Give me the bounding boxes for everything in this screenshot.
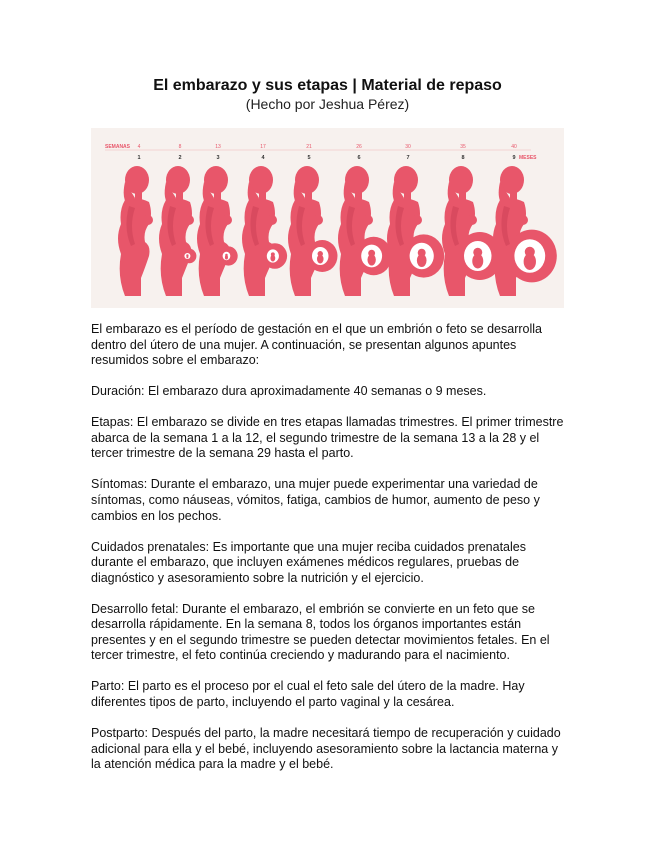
month-label: 1 bbox=[137, 155, 141, 161]
fetus-body-shape bbox=[367, 254, 375, 265]
month-label: 7 bbox=[406, 155, 410, 161]
chest-shape bbox=[267, 215, 277, 225]
week-label: 35 bbox=[460, 144, 466, 150]
body-paragraph: Parto: El parto es el proceso por el cual el feto sale del útero de la madre. Hay diferentes tipos de parto, incluyendo el parto vaginal y la cesárea. bbox=[91, 679, 525, 710]
month-label: 8 bbox=[461, 155, 465, 161]
pregnancy-silhouette-month bbox=[387, 166, 444, 296]
fetus-body-shape bbox=[186, 255, 188, 258]
fetus-body-shape bbox=[524, 253, 536, 270]
pregnancy-stages-illustration bbox=[91, 128, 564, 308]
week-label: 21 bbox=[306, 144, 312, 150]
fetus-body-shape bbox=[417, 254, 427, 267]
pregnancy-silhouette-month bbox=[288, 166, 338, 296]
body-paragraph: Postparto: Después del parto, la madre necesitará tiempo de recuperación y cuidado adicional para ella y el bebé, incluyendo asesoramiento sobre la lactancia materna y la atención médica para la madre y el bebé. bbox=[91, 726, 561, 772]
month-label: 9 bbox=[512, 155, 516, 161]
body-paragraph: Desarrollo fetal: Durante el embarazo, el embrión se convierte en un feto que se desarrolla rápidamente. En la semana 8, todos los órganos importantes están presentes y en el segundo trimestre se pueden detectar movimientos fetales. En el tercer trimestre, el feto continúa creciendo y madurando para el nacimiento. bbox=[91, 601, 550, 663]
month-label: 2 bbox=[178, 155, 182, 161]
body-paragraph: Etapas: El embarazo se divide en tres etapas llamadas trimestres. El primer trimestre abarca de la semana 1 a la 12, el segundo trimestre de la semana 13 a la 28 y el tercer trimestre de la semana 29 hasta el parto. bbox=[91, 415, 564, 461]
pregnancy-silhouette-month bbox=[442, 166, 503, 296]
fetus-body-shape bbox=[270, 255, 275, 262]
chest-shape bbox=[184, 215, 194, 225]
chest-shape bbox=[467, 215, 477, 225]
week-label: 17 bbox=[260, 144, 266, 150]
chest-shape bbox=[363, 215, 373, 225]
document-subtitle: (Hecho por Jeshua Pérez) bbox=[245, 96, 410, 112]
pregnancy-stages-svg bbox=[91, 128, 564, 308]
month-label: 6 bbox=[357, 155, 361, 161]
chest-shape bbox=[143, 215, 153, 225]
weeks-header-label: SEMANAS bbox=[105, 144, 131, 150]
month-label: 5 bbox=[307, 155, 311, 161]
fetus-body-shape bbox=[317, 255, 324, 264]
chest-shape bbox=[222, 215, 232, 225]
month-label: 3 bbox=[216, 155, 220, 161]
months-header-label: MESES bbox=[519, 155, 537, 161]
week-label: 30 bbox=[405, 144, 411, 150]
pregnancy-silhouette-month bbox=[242, 166, 287, 296]
pregnancy-silhouette-month bbox=[338, 166, 392, 296]
chest-shape bbox=[313, 215, 323, 225]
body-shape bbox=[159, 198, 192, 296]
week-label: 8 bbox=[178, 144, 182, 150]
pregnancy-silhouette-month bbox=[197, 166, 238, 296]
chest-shape bbox=[412, 215, 422, 225]
body-paragraph: El embarazo es el período de gestación en el que un embrión o feto se desarrolla dentro del útero de una mujer. A continuación, se presentan algunos apuntes resumidos sobre el embarazo: bbox=[91, 322, 542, 368]
body-paragraph: Cuidados prenatales: Es importante que una mujer reciba cuidados prenatales durante el embarazo, que incluyen exámenes médicos regulares, pruebas de diagnóstico y asesoramiento sobre la nutrición y el ejercicio. bbox=[91, 539, 526, 585]
body-paragraph: Duración: El embarazo dura aproximadamente 40 semanas o 9 meses. bbox=[91, 384, 487, 399]
month-label: 4 bbox=[261, 155, 265, 161]
chest-shape bbox=[518, 215, 528, 225]
document-title: El embarazo y sus etapas | Material de repaso bbox=[153, 77, 502, 94]
fetus-body-shape bbox=[472, 254, 483, 269]
week-label: 4 bbox=[137, 144, 141, 150]
pregnancy-silhouette-month bbox=[493, 166, 557, 296]
fetus-body-shape bbox=[225, 255, 228, 259]
body-paragraph: Síntomas: Durante el embarazo, una mujer puede experimentar una variedad de síntomas, como náuseas, vómitos, fatiga, cambios de humor, aumento de peso y cambios en los pechos. bbox=[91, 477, 540, 523]
week-label: 13 bbox=[215, 144, 221, 150]
document-body bbox=[91, 322, 569, 788]
week-label: 26 bbox=[356, 144, 362, 150]
body-shape bbox=[118, 198, 151, 296]
pregnancy-silhouette-month bbox=[159, 166, 196, 296]
week-label: 40 bbox=[511, 144, 517, 150]
pregnancy-silhouette-month bbox=[118, 166, 153, 296]
